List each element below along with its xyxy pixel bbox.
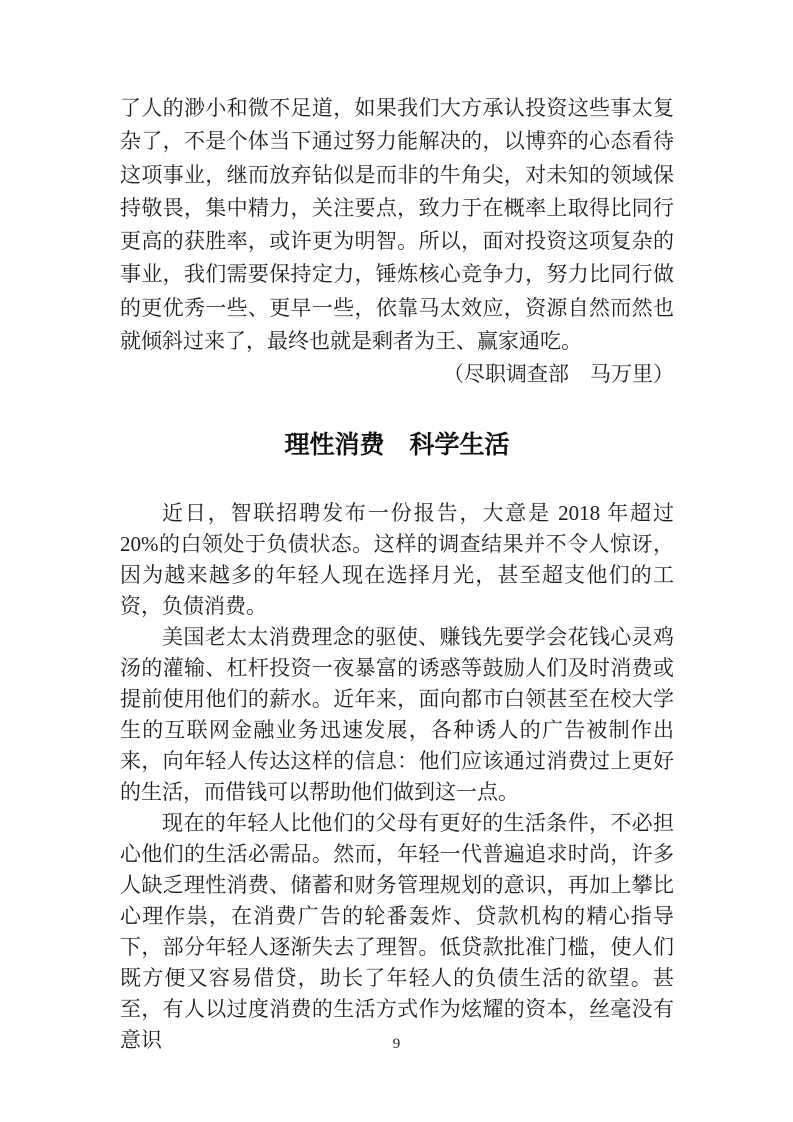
continuation-paragraph: 了人的渺小和微不足道，如果我们大方承认投资这些事太复杂了，不是个体当下通过努力能解决的，以博弈的心态看待这项事业，继而放弃钻似是而非的牛角尖，对未知的领域保持敬畏，集中精力，关注要点，致力于在概率上取得比同行更高的获胜率，或许更为明智。所以，面对投资这项复杂的事业，我们需要保持定力，锤炼核心竞争力，努力比同行做的更优秀一些、更早一些，依靠马太效应，资源自然而然也就倾斜过来了，最终也就是剩者为王、赢家通吃。 [120, 96, 674, 354]
article-paragraph-2: 美国老太太消费理念的驱使、赚钱先要学会花钱心灵鸡汤的灌输、杠杆投资一夜暴富的诱惑等鼓励人们及时消费或提前使用他们的薪水。近年来，面向都市白领甚至在校大学生的互联网金融业务迅速发展，各种诱人的广告被制作出来，向年轻人传达这样的信息：他们应该通过消费过上更好的生活，而借钱可以帮助他们做到这一点。 [120, 624, 674, 804]
page-number: 9 [392, 1036, 401, 1052]
article-paragraph-3: 现在的年轻人比他们的父母有更好的生活条件，不必担心他们的生活必需品。然而，年轻一代普遍追求时尚，许多人缺乏理性消费、储蓄和财务管理规划的意识，再加上攀比心理作祟，在消费广告的轮番轰炸、贷款机构的精心指导下，部分年轻人逐渐失去了理智。低贷款批准门槛，使人们既方便又容易借贷，助长了年轻人的负债生活的欲望。甚至，有人以过度消费的生活方式作为炫耀的资本，丝毫没有意识 [120, 810, 674, 1052]
article-title: 理性消费 科学生活 [284, 430, 510, 459]
text-block [120, 0, 674, 1056]
article-paragraph-1: 近日，智联招聘发布一份报告，大意是 2018 年超过 20%的白领处于负债状态。这样的调查结果并不令人惊讶，因为越来越多的年轻人现在选择月光，甚至超支他们的工资，负债消费。 [120, 500, 674, 618]
attribution-line: （尽职调查部 马万里） [443, 362, 674, 387]
